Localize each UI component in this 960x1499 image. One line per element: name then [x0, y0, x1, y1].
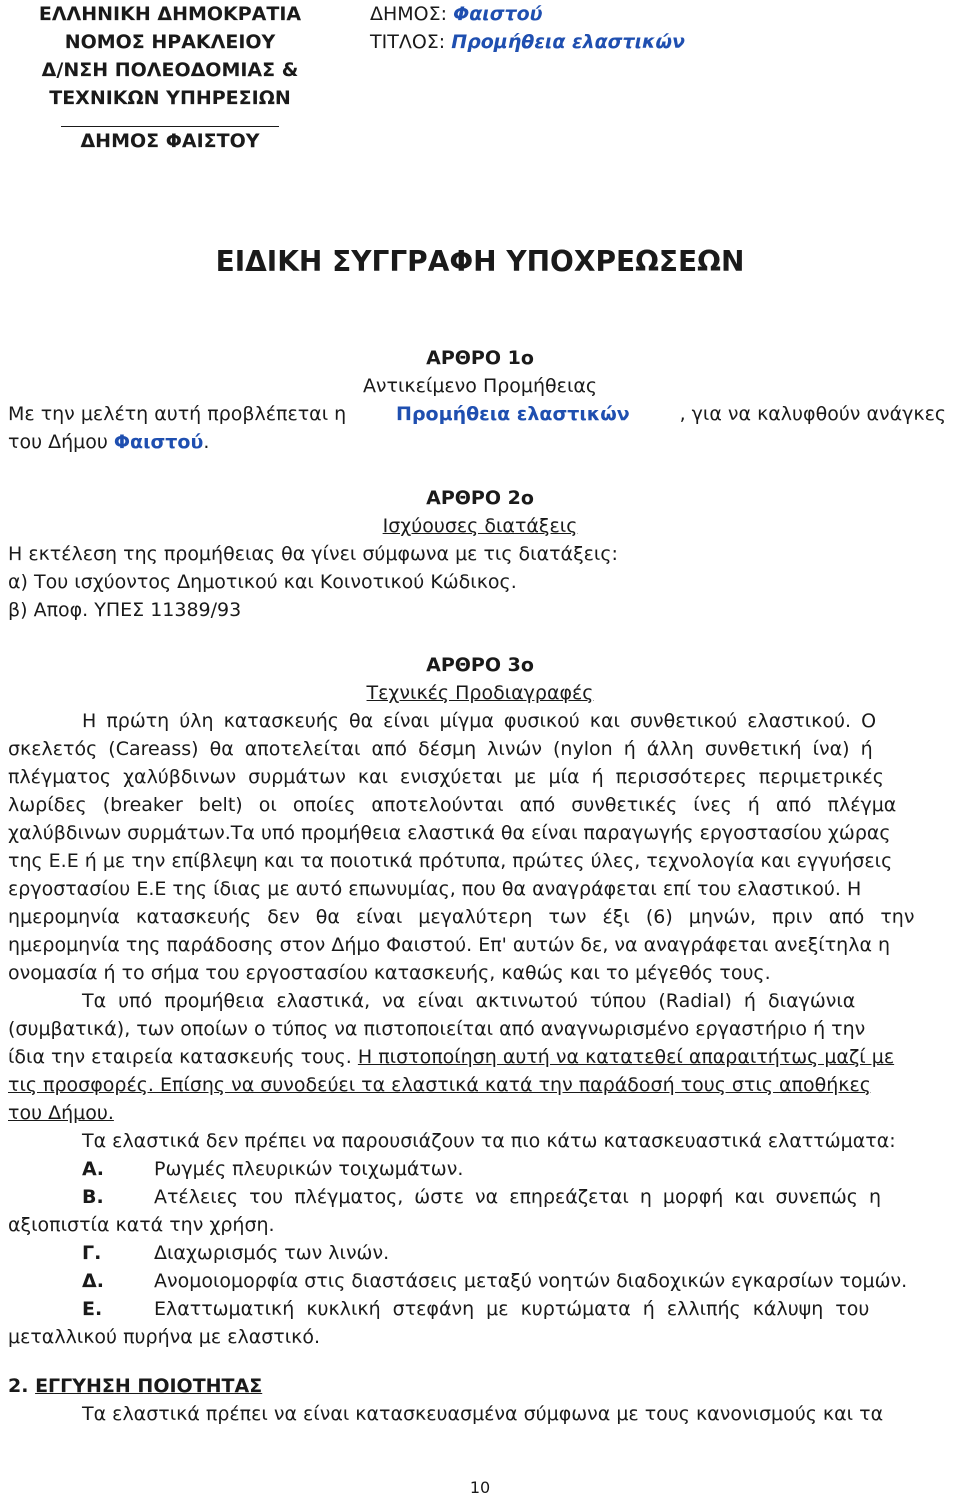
- article-1-heading: ΑΡΘΡΟ 1ο: [426, 347, 534, 369]
- signature-line: [61, 112, 279, 127]
- article-2-subheading: Ισχύουσες διατάξεις: [382, 515, 578, 537]
- paragraph-line: πλέγματος χαλύβδινων συρμάτων και ενισχύεται με μία ή περισσότερες περιμετρικές: [8, 766, 884, 788]
- defect-item: [8, 1239, 946, 1267]
- paragraph-line: Τα ελαστικά πρέπει να είναι κατασκευασμένα σύμφωνα με τους κανονισμούς και τα: [82, 1403, 884, 1425]
- section-2: [8, 1372, 946, 1428]
- paragraph-line: της Ε.Ε ή με την επίβλεψη και τα ποιοτικά πρότυπα, πρώτες ύλες, τεχνολογία και εγγυήσεις: [8, 850, 893, 872]
- paragraph-line: (συμβατικά), των οποίων ο τύπος να πιστοποιείται από αναγνωρισμένο εργαστήριο ή την: [8, 1018, 866, 1040]
- issuer-block: [14, 0, 326, 155]
- defect-item: [8, 1267, 946, 1295]
- defect-text: Ρωγμές πλευρικών τοιχωμάτων.: [154, 1158, 464, 1180]
- text-span: , για να καλυφθούν ανάγκες: [679, 403, 946, 425]
- municipality-row: [370, 0, 685, 28]
- paragraph-line: ημερομηνία της παράδοσης στον Δήμο Φαιστού. Επ' αυτών δε, να αναγράφεται ανεξίτηλα η: [8, 934, 891, 956]
- defect-text: Ατέλειες του πλέγματος, ώστε να επηρεάζεται η μορφή και συνεπώς η: [154, 1186, 881, 1208]
- paragraph-line: Η εκτέλεση της προμήθειας θα γίνει σύμφωνα με τις διατάξεις:: [8, 543, 618, 565]
- article-1-subheading: Αντικείμενο Προμήθειας: [362, 375, 598, 397]
- title-label: ΤΙΤΛΟΣ:: [370, 31, 446, 53]
- defect-continuation: μεταλλικού πυρήνα με ελαστικό.: [8, 1326, 321, 1348]
- article-2-heading: ΑΡΘΡΟ 2ο: [426, 487, 534, 509]
- page-number: 10: [469, 1478, 491, 1497]
- issuer-line: ΤΕΧΝΙΚΩΝ ΥΠΗΡΕΣΙΩΝ: [49, 87, 291, 109]
- section-heading: ΕΓΓΥΗΣΗ ΠΟΙΟΤΗΤΑΣ: [35, 1375, 263, 1397]
- article-2-body: [8, 540, 946, 624]
- municipality-name: ΔΗΜΟΣ ΦΑΙΣΤΟΥ: [80, 130, 260, 152]
- defect-label: Α.: [82, 1158, 104, 1180]
- article-3-body: [8, 707, 946, 1351]
- defect-continuation: αξιοπιστία κατά την χρήση.: [8, 1214, 275, 1236]
- article-3-subheading: Τεχνικές Προδιαγραφές: [366, 682, 594, 704]
- text-span: .: [203, 431, 210, 453]
- text-span: του Δήμου: [8, 431, 108, 453]
- defect-label: Β.: [82, 1186, 104, 1208]
- defect-label: Δ.: [82, 1270, 104, 1292]
- defect-text: Ανομοιομορφία στις διαστάσεις μεταξύ νοητών διαδοχικών εγκαρσίων τομών.: [154, 1270, 908, 1292]
- certification-note: του Δήμου.: [8, 1102, 114, 1124]
- paragraph-line: ονομασία ή το σήμα του εργοστασίου κατασκευής, καθώς και το μέγεθός τους.: [8, 962, 771, 984]
- document-title: ΕΙΔΙΚΗ ΣΥΓΓΡΑΦΗ ΥΠΟΧΡΕΩΣΕΩΝ: [215, 245, 745, 278]
- defect-item: [8, 1155, 946, 1183]
- project-info: [370, 0, 685, 56]
- issuer-line: ΝΟΜΟΣ ΗΡΑΚΛΕΙΟΥ: [64, 31, 276, 53]
- defects-intro: Τα ελαστικά δεν πρέπει να παρουσιάζουν τα πιο κάτω κατασκευαστικά ελαττώματα:: [82, 1130, 896, 1152]
- paragraph-line: Τα υπό προμήθεια ελαστικά, να είναι ακτινωτού τύπου (Radial) ή διαγώνια: [82, 990, 856, 1012]
- defect-text: Διαχωρισμός των λινών.: [154, 1242, 390, 1264]
- municipality-value: Φαιστού: [453, 3, 543, 25]
- municipality-label: ΔΗΜΟΣ:: [370, 3, 448, 25]
- title-row: [370, 28, 685, 56]
- text-span: Με την μελέτη αυτή προβλέπεται η: [8, 403, 347, 425]
- article-1-body: [8, 400, 946, 456]
- issuer-line: Δ/ΝΣΗ ΠΟΛΕΟΔΟΜΙΑΣ &: [41, 59, 299, 81]
- defect-text: Ελαττωματική κυκλική στεφάνη με κυρτώματα ή ελλιπής κάλυψη του: [154, 1298, 870, 1320]
- certification-note: Η πιστοποίηση αυτή να κατατεθεί απαραιτήτως μαζί με: [357, 1046, 895, 1068]
- subject-highlight: Προμήθεια ελαστικών: [396, 403, 630, 425]
- paragraph-line: σκελετός (Careass) θα αποτελείται από δέσμη λινών (nylon ή άλλη συνθετική ίνα) ή: [8, 738, 873, 760]
- paragraph-line: λωρίδες (breaker belt) οι οποίες αποτελούνται από συνθετικές ίνες ή από πλέγμα: [8, 794, 897, 816]
- certification-note: τις προσφορές. Επίσης να συνοδεύει τα ελαστικά κατά την παράδοσή τους στις αποθήκες: [8, 1074, 871, 1096]
- paragraph-line: α) Του ισχύοντος Δημοτικού και Κοινοτικού Κώδικος.: [8, 571, 517, 593]
- defect-label: Γ.: [82, 1242, 102, 1264]
- title-value: Προμήθεια ελαστικών: [451, 31, 685, 53]
- defect-item: [8, 1295, 946, 1323]
- text-span: ίδια την εταιρεία κατασκευής τους.: [8, 1046, 352, 1068]
- paragraph-line: ημερομηνία κατασκευής δεν θα είναι μεγαλύτερη των έξι (6) μηνών, πριν από την: [8, 906, 915, 928]
- issuer-line: ΕΛΛΗΝΙΚΗ ΔΗΜΟΚΡΑΤΙΑ: [38, 3, 302, 25]
- municipality-highlight: Φαιστού: [113, 431, 204, 453]
- paragraph-line: εργοστασίου Ε.Ε της ίδιας με αυτό επωνυμίας, που θα αναγράφεται επί του ελαστικού. Η: [8, 878, 862, 900]
- defect-label: Ε.: [82, 1298, 103, 1320]
- section-number: 2.: [8, 1375, 29, 1397]
- article-3-heading: ΑΡΘΡΟ 3ο: [426, 654, 534, 676]
- defect-item: [8, 1183, 946, 1211]
- paragraph-line: χαλύβδινων συρμάτων.Τα υπό προμήθεια ελαστικά θα είναι παραγωγής εργοστασίου χώρας: [8, 822, 891, 844]
- paragraph-line: β) Αποφ. ΥΠΕΣ 11389/93: [8, 599, 242, 621]
- paragraph-line: Η πρώτη ύλη κατασκευής θα είναι μίγμα φυσικού και συνθετικού ελαστικού. Ο: [82, 710, 877, 732]
